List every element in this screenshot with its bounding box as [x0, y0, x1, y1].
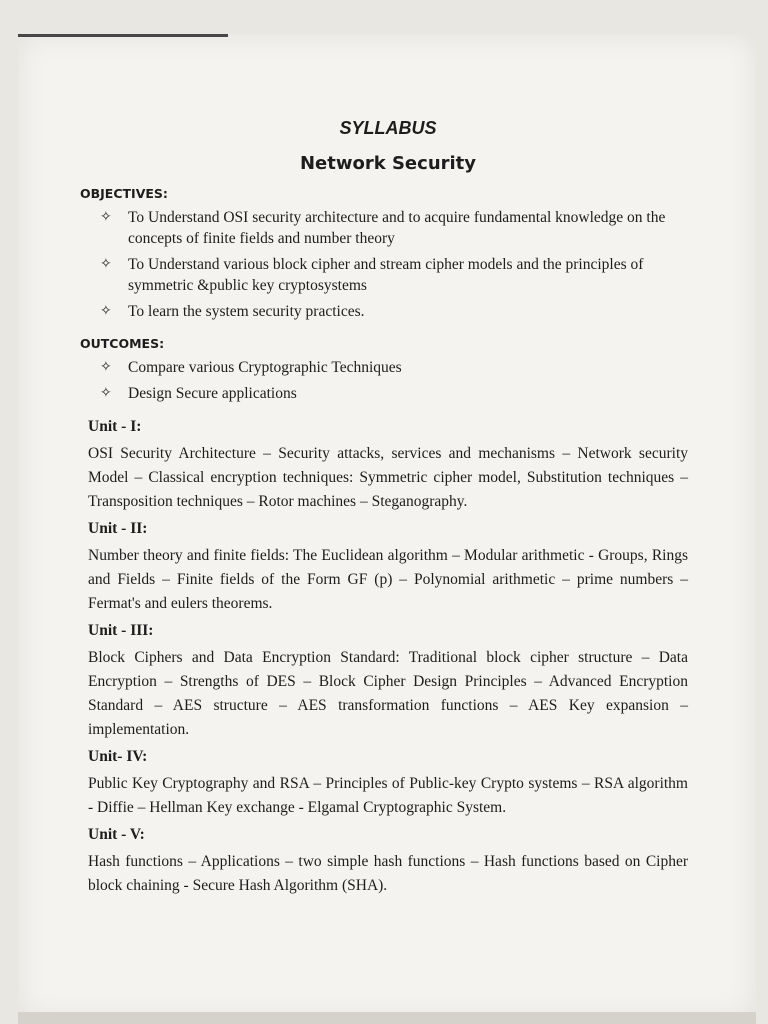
unit-2	[88, 520, 688, 616]
list-item	[100, 207, 688, 249]
diamond-bullet-icon: ✧	[100, 304, 112, 319]
course-title: Network Security	[299, 153, 477, 174]
list-item	[100, 357, 688, 378]
objectives-list	[88, 207, 688, 322]
unit-heading: Unit - II:	[88, 520, 148, 537]
list-item	[100, 301, 688, 322]
unit-heading: Unit - III:	[88, 622, 154, 639]
diamond-bullet-icon: ✧	[100, 386, 112, 401]
unit-1	[88, 418, 688, 514]
diamond-bullet-icon: ✧	[100, 257, 112, 272]
diamond-bullet-icon: ✧	[100, 360, 112, 375]
page-top-rule	[18, 34, 228, 37]
unit-body: Public Key Cryptography and RSA – Principles of Public-key Crypto systems – RSA algorithm - Diffie – Hellman Key exchange - Elgamal Cryptographic System.	[88, 775, 688, 816]
syllabus-content	[80, 118, 688, 904]
page-title: SYLLABUS	[339, 118, 437, 138]
list-item	[100, 254, 688, 296]
objective-text: To Understand various block cipher and stream cipher models and the principles of symmetric &public key cryptosystems	[128, 256, 644, 294]
unit-heading: Unit - V:	[88, 826, 145, 843]
objective-text: To learn the system security practices.	[128, 303, 365, 320]
unit-heading: Unit - I:	[88, 418, 142, 435]
outcome-text: Design Secure applications	[128, 385, 297, 402]
list-item	[100, 383, 688, 404]
unit-body: Block Ciphers and Data Encryption Standard: Traditional block cipher structure – Data Encryption – Strengths of DES – Block Cipher Design Principles – Advanced Encryption Standard – AES structure – AES transformation functions – AES Key expansion – implementation.	[88, 649, 688, 738]
objectives-heading: OBJECTIVES:	[80, 186, 168, 201]
page-bottom-edge	[18, 1012, 756, 1024]
unit-body: Number theory and finite fields: The Euclidean algorithm – Modular arithmetic - Groups, Rings and Fields – Finite fields of the Form GF (p) – Polynomial arithmetic – prime numbers – Fermat's and eulers theorems.	[88, 547, 688, 612]
diamond-bullet-icon: ✧	[100, 210, 112, 225]
unit-body: OSI Security Architecture – Security attacks, services and mechanisms – Network security Model – Classical encryption techniques: Symmetric cipher model, Substitution techniques – Transposition techniques – Rotor machines – Steganography.	[88, 445, 688, 510]
outcome-text: Compare various Cryptographic Techniques	[128, 359, 402, 376]
outcomes-heading: OUTCOMES:	[80, 336, 165, 351]
unit-5	[88, 826, 688, 898]
unit-4	[88, 748, 688, 820]
outcomes-list	[88, 357, 688, 404]
unit-body: Hash functions – Applications – two simple hash functions – Hash functions based on Cipher block chaining - Secure Hash Algorithm (SHA).	[88, 853, 688, 894]
objective-text: To Understand OSI security architecture and to acquire fundamental knowledge on the concepts of finite fields and number theory	[128, 209, 666, 247]
unit-heading: Unit- IV:	[88, 748, 148, 765]
unit-3	[88, 622, 688, 742]
